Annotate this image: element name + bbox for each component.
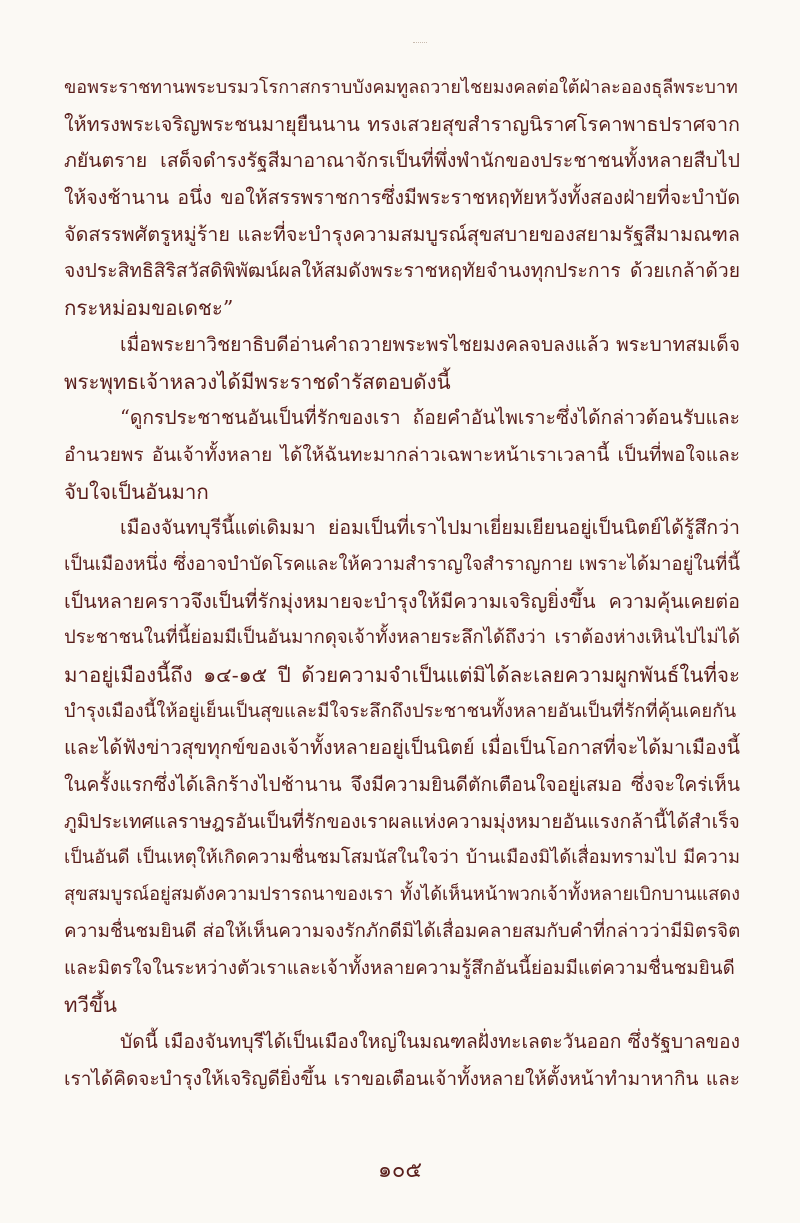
text-line: บำรุงเมืองนี้ให้อยู่เย็นเป็นสุขและมีใจระลึกถึงประชาชนทั้งหลายอันเป็นที่รักที่คุ้นเคยกัน bbox=[64, 700, 737, 722]
text-line: มาอยู่เมืองนี้ถึง ๑๔-๑๕ ปี ด้วยความจำเป็นแต่มิได้ละเลยความผูกพันธ์ในที่จะ bbox=[64, 663, 740, 687]
paragraph-start-line: เมื่อพระยาวิชยาธิบดีอ่านคำถวายพระพรไชยมงคลจบลงแล้ว พระบาทสมเด็จ bbox=[120, 332, 740, 356]
text-line: และได้ฟังข่าวสุขทุกข์ของเจ้าทั้งหลายอยู่เป็นนิตย์ เมื่อเป็นโอกาสที่จะได้มาเมืองนี้ bbox=[64, 736, 740, 760]
text-line: ในครั้งแรกซึ่งได้เลิกร้างไปช้านาน จึงมีความยินดีตักเตือนใจอยู่เสมอ ซึ่งจะใคร่เห็น bbox=[64, 773, 740, 797]
text-line: ความชื่นชมยินดี ส่อให้เห็นความจงรักภักดีมิได้เสื่อมคลายสมกับคำที่กล่าวว่ามีมิตรจิต bbox=[64, 920, 741, 942]
text-line: เป็นหลายคราวจึงเป็นที่รักมุ่งหมายจะบำรุงให้มีความเจริญยิ่งขึ้น ความคุ้นเคยต่อ bbox=[64, 589, 740, 613]
text-line: ทวีขึ้น bbox=[64, 993, 118, 1018]
page-number: ๑๐๕ bbox=[377, 1158, 423, 1183]
text-line: จงประสิทธิสิริสวัสดิพิพัฒน์ผลให้สมดังพระราชหฤทัยจำนงทุกประการ ด้วยเกล้าด้วย bbox=[64, 259, 740, 283]
paper-speck bbox=[413, 42, 427, 46]
paragraph-start-line: บัดนี้ เมืองจันทบุรีได้เป็นเมืองใหญ่ในมณฑลฝั่งทะเลตะวันออก ซึ่งรัฐบาลของ bbox=[120, 1029, 740, 1053]
text-line: พระพุทธเจ้าหลวงได้มีพระราชดำรัสตอบดังนี้ bbox=[64, 369, 451, 394]
text-line: ให้ทรงพระเจริญพระชนมายุยืนนาน ทรงเสวยสุขสำราญนิราศโรคาพาธปราศจาก bbox=[64, 112, 740, 136]
paragraph-start-line: เมืองจันทบุรีนี้แต่เดิมมา ย่อมเป็นที่เราไปมาเยี่ยมเยียนอยู่เป็นนิตย์ได้รู้สึกว่า bbox=[120, 516, 740, 540]
text-line: อำนวยพร อันเจ้าทั้งหลาย ได้ให้ฉันทะมากล่าวเฉพาะหน้าเราเวลานี้ เป็นที่พอใจและ bbox=[64, 443, 740, 466]
text-line: เป็นอันดี เป็นเหตุให้เกิดความชื่นชมโสมนัสในใจว่า บ้านเมืองมิได้เสื่อมทรามไป มีความ bbox=[64, 847, 740, 869]
text-line: สุขสมบูรณ์อยู่สมดังความปรารถนาของเรา ทั้งได้เห็นหน้าพวกเจ้าทั้งหลายเบิกบานแสดง bbox=[64, 884, 740, 906]
text-line: เราได้คิดจะบำรุงให้เจริญดียิ่งขึ้น เราขอเตือนเจ้าทั้งหลายให้ตั้งหน้าทำมาหากิน และ bbox=[64, 1067, 740, 1090]
paragraph-start-line: “ดูกรประชาชนอันเป็นที่รักของเรา ถ้อยคำอันไพเราะซึ่งได้กล่าวต้อนรับและ bbox=[120, 406, 740, 430]
text-line: ประชาชนในที่นี้ย่อมมีเป็นอันมากดุจเจ้าทั้งหลายระลึกได้ถึงว่า เราต้องห่างเหินไปไม่ได้ bbox=[64, 627, 740, 649]
text-line: ภยันตราย เสด็จดำรงรัฐสีมาอาณาจักรเป็นที่พึ่งพำนักของประชาชนทั้งหลายสืบไป bbox=[64, 149, 740, 173]
text-line: ให้จงช้านาน อนึ่ง ขอให้สรรพราชการซึ่งมีพระราชหฤทัยหวังทั้งสองฝ่ายที่จะบำบัด bbox=[64, 186, 740, 210]
text-line: จับใจเป็นอันมาก bbox=[64, 479, 209, 504]
text-line: กระหม่อมขอเดชะ” bbox=[64, 296, 234, 321]
text-line: เป็นเมืองหนึ่ง ซึ่งอาจบำบัดโรคและให้ความสำราญใจสำราญกาย เพราะได้มาอยู่ในที่นี้ bbox=[64, 553, 740, 575]
text-line: ภูมิประเทศแลราษฎรอันเป็นที่รักของเราผลแห่งความมุ่งหมายอันแรงกล้านี้ได้สำเร็จ bbox=[64, 809, 740, 833]
text-line: ขอพระราชทานพระบรมวโรกาสกราบบังคมทูลถวายไชยมงคลต่อใต้ฝ่าละอองธุลีพระบาท bbox=[64, 77, 738, 98]
body-text bbox=[64, 70, 740, 1097]
text-line: และมิตรใจในระหว่างตัวเราและเจ้าทั้งหลายความรู้สึกอันนี้ย่อมมีแต่ความชื่นชมยินดี bbox=[64, 957, 735, 979]
text-line: จัดสรรพศัตรูหมู่ร้าย และที่จะบำรุงความสมบูรณ์สุขสบายของสยามรัฐสีมามณฑล bbox=[64, 222, 740, 246]
